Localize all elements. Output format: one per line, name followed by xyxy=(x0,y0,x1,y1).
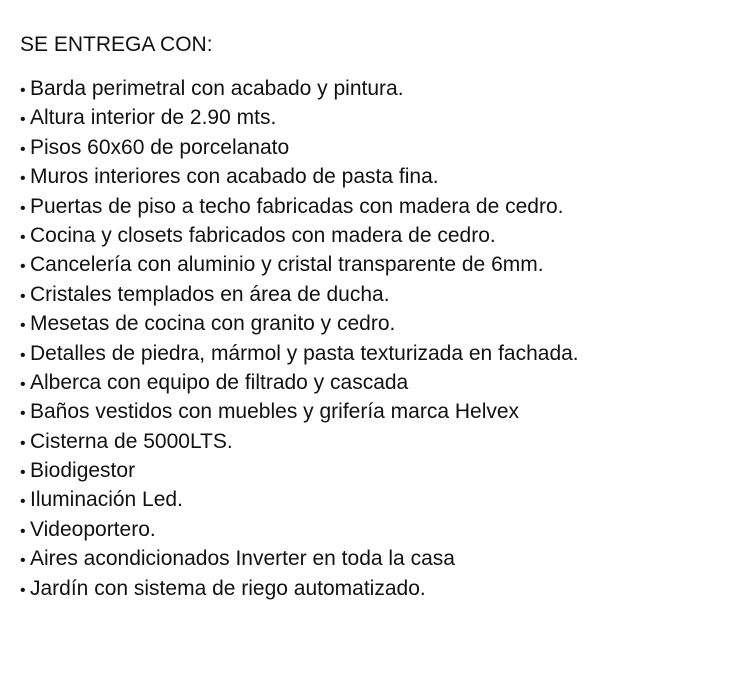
bullet: • xyxy=(20,140,26,158)
list-item-text: Puertas de piso a techo fabricadas con madera de cedro. xyxy=(30,194,564,218)
bullet: • xyxy=(20,464,26,482)
list-item xyxy=(20,574,730,603)
bullet: • xyxy=(20,346,26,364)
list-item xyxy=(20,456,730,485)
bullet: • xyxy=(20,317,26,335)
list-item xyxy=(20,368,730,397)
list-item xyxy=(20,250,730,279)
list-item xyxy=(20,515,730,544)
list-item xyxy=(20,485,730,514)
bullet: • xyxy=(20,405,26,423)
list-item-text: Cocina y closets fabricados con madera de cedro. xyxy=(30,223,496,247)
bullet: • xyxy=(20,287,26,305)
list-item xyxy=(20,133,730,162)
heading: SE ENTREGA CON: xyxy=(20,33,213,56)
list-item-text: Cisterna de 5000LTS. xyxy=(30,429,233,453)
list-item-text: Altura interior de 2.90 mts. xyxy=(30,106,277,130)
list-item xyxy=(20,427,730,456)
list-item xyxy=(20,103,730,132)
list-item xyxy=(20,544,730,573)
bullet: • xyxy=(20,228,26,246)
list-item xyxy=(20,192,730,221)
bullet: • xyxy=(20,493,26,511)
list-item xyxy=(20,74,730,103)
bullet: • xyxy=(20,170,26,188)
bullet: • xyxy=(20,375,26,393)
bullet: • xyxy=(20,82,26,99)
list-item xyxy=(20,280,730,309)
list-item-text: Cristales templados en área de ducha. xyxy=(30,282,390,306)
list-item-text: Aires acondicionados Inverter en toda la casa xyxy=(30,547,455,571)
list-item-text: Mesetas de cocina con granito y cedro. xyxy=(30,312,396,336)
list-item-text: Videoportero. xyxy=(30,517,156,541)
list-item-text: Alberca con equipo de filtrado y cascada xyxy=(30,370,409,394)
list-item-text: Baños vestidos con muebles y grifería marca Helvex xyxy=(30,400,520,424)
list-item-text: Biodigestor xyxy=(30,459,136,483)
list-item xyxy=(20,221,730,250)
list-item-text: Iluminación Led. xyxy=(30,488,183,512)
list-item-text: Cancelería con aluminio y cristal transparente de 6mm. xyxy=(30,253,544,277)
bullet: • xyxy=(20,434,26,452)
bullet: • xyxy=(20,111,26,129)
features-list xyxy=(20,74,730,603)
document xyxy=(20,30,730,603)
list-item xyxy=(20,162,730,191)
bullet: • xyxy=(20,258,26,276)
list-item xyxy=(20,309,730,338)
bullet: • xyxy=(20,522,26,540)
list-item-text: Detalles de piedra, mármol y pasta texturizada en fachada. xyxy=(30,341,579,365)
bullet: • xyxy=(20,552,26,570)
list-item-text: Barda perimetral con acabado y pintura. xyxy=(30,77,404,100)
list-item-text: Muros interiores con acabado de pasta fina. xyxy=(30,165,439,189)
bullet: • xyxy=(20,199,26,217)
list-item-text: Pisos 60x60 de porcelanato xyxy=(30,135,290,159)
list-item-text: Jardín con sistema de riego automatizado. xyxy=(30,576,426,600)
list-item xyxy=(20,397,730,426)
bullet: • xyxy=(20,581,26,599)
list-item xyxy=(20,339,730,368)
